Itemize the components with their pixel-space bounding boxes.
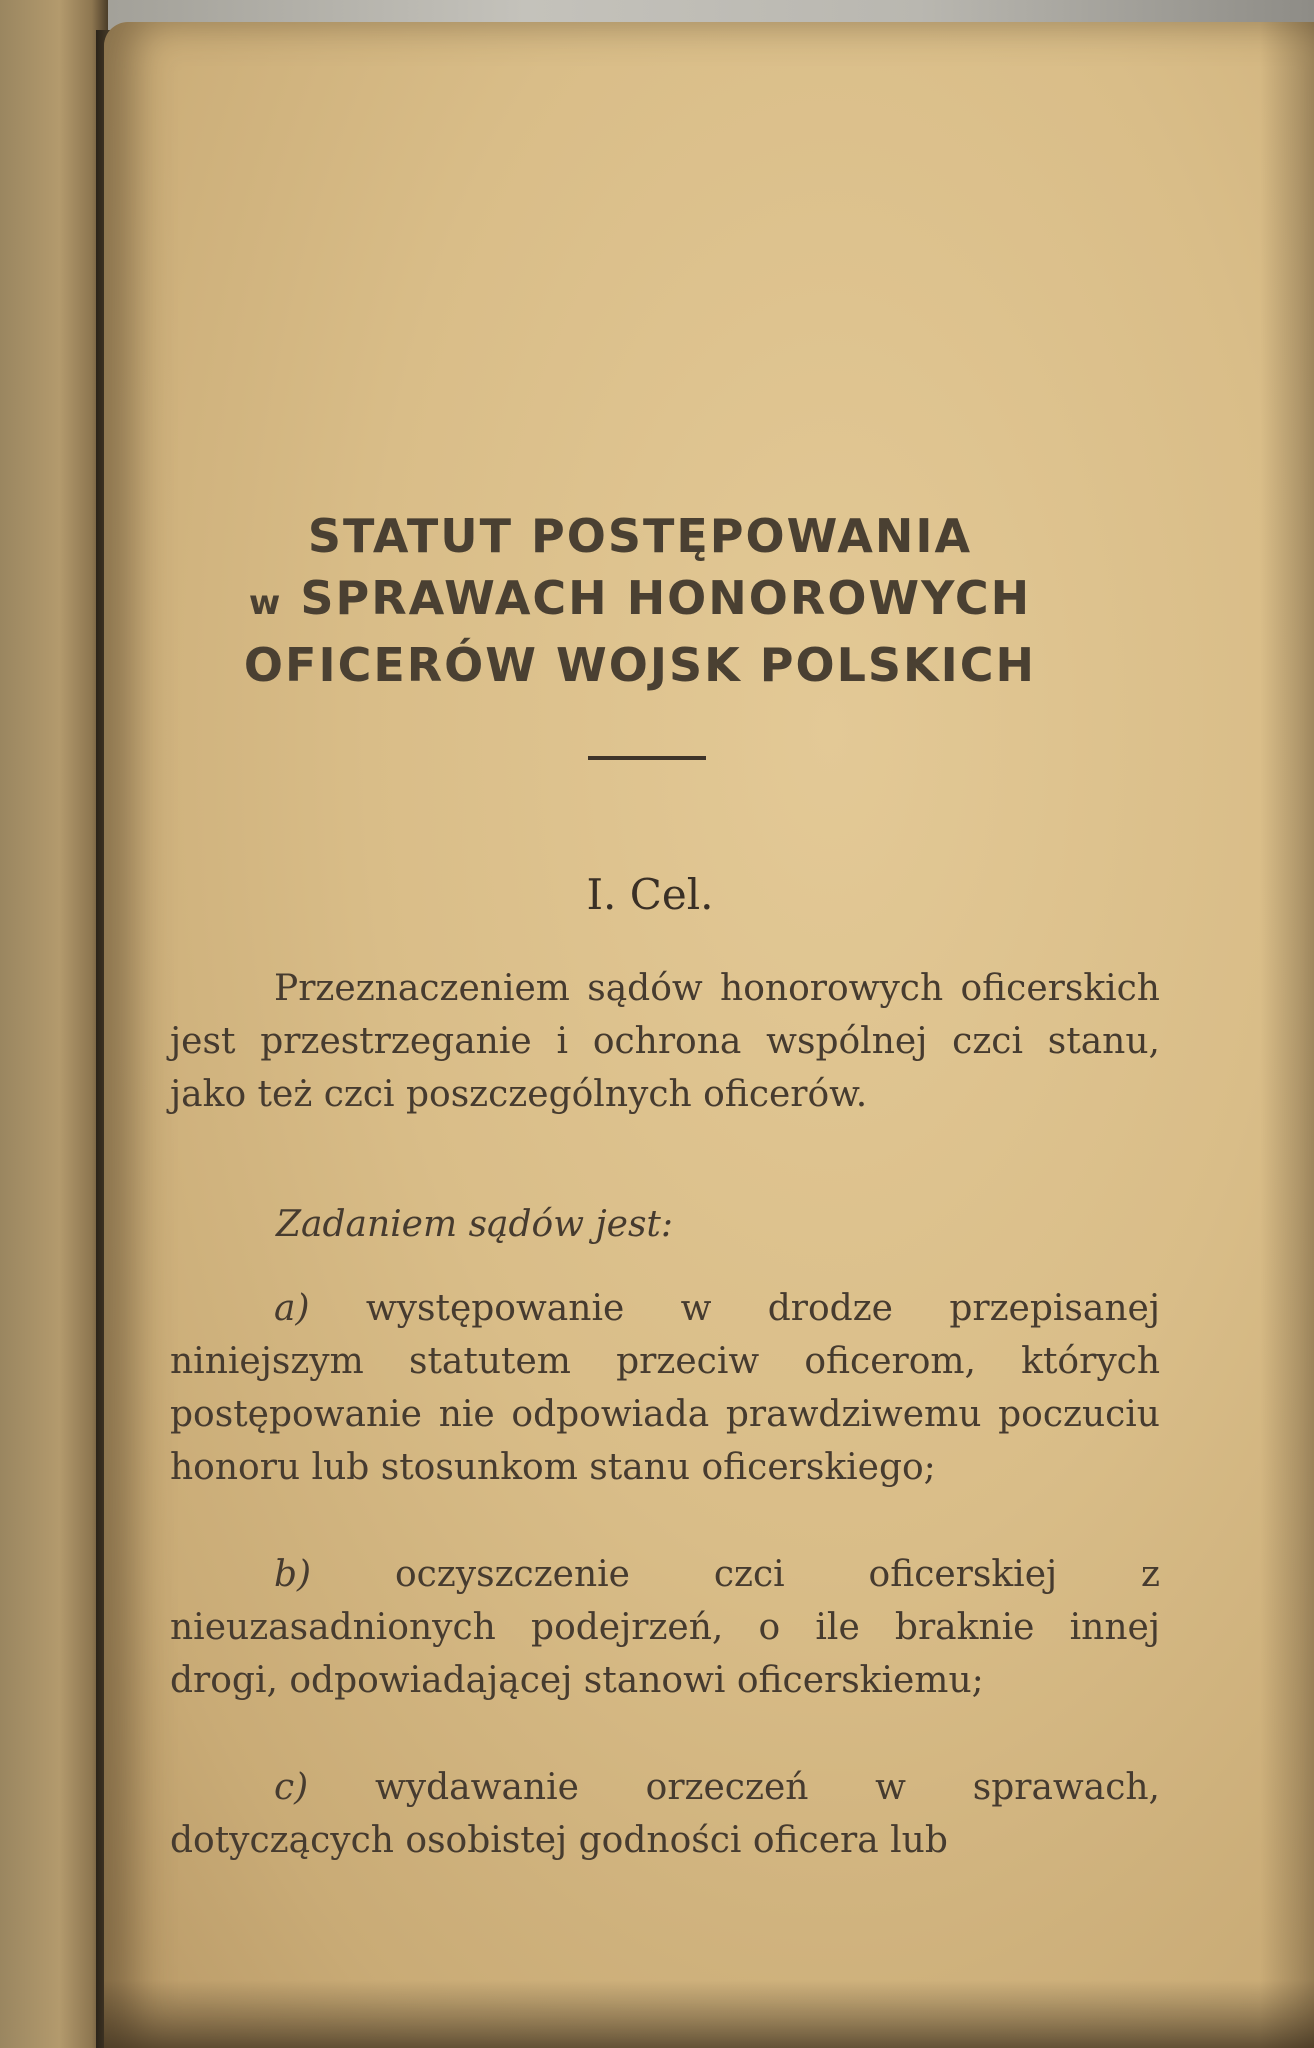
list-item-b <box>170 1548 1160 1707</box>
list-item-b-text: oczyszczenie czci oficerskiej z nieuzasadnionych podejrzeń, o ile braknie innej drogi, odpowiadającej stanowi oficerskiemu; <box>170 1554 1160 1701</box>
intro-paragraph: Przeznaczeniem sądów honorowych oficerskich jest przestrzeganie i ochrona wspólnej czci stanu, jako też czci poszczególnych oficerów. <box>170 968 1160 1115</box>
left-page-edge <box>0 0 108 2048</box>
list-item-a <box>170 1282 1160 1494</box>
title-line-2 <box>180 567 1100 634</box>
title-line-3: OFICERÓW WOJSK POLSKICH <box>243 638 1037 692</box>
list-item-c-marker: c) <box>274 1767 309 1808</box>
title-line-2-prefix: w <box>248 583 283 623</box>
document-title <box>180 505 1100 696</box>
title-line-2-rest: SPRAWACH HONOROWYCH <box>300 571 1032 625</box>
list-item-c <box>170 1761 1160 1867</box>
page-bottom-shadow <box>104 1980 1314 2048</box>
list-item-c-text: wydawanie orzeczeń w sprawach, dotyczących osobistej godności oficera lub <box>170 1767 1160 1861</box>
title-line-1: STATUT POSTĘPOWANIA <box>307 509 973 563</box>
section-heading: I. Cel. <box>586 870 714 919</box>
list-item-b-marker: b) <box>274 1554 312 1595</box>
title-divider <box>588 756 706 760</box>
list-item-a-text: występowanie w drodze przepisanej niniejszym statutem przeciw oficerom, których postępowanie nie odpowiada prawdziwemu poczuciu honoru lub stosunkom stanu oficerskiego; <box>170 1288 1160 1488</box>
page-edge-shadow <box>1260 22 1314 2048</box>
tasks-lead: Zadaniem sądów jest: <box>276 1204 674 1245</box>
list-item-a-marker: a) <box>274 1288 310 1329</box>
